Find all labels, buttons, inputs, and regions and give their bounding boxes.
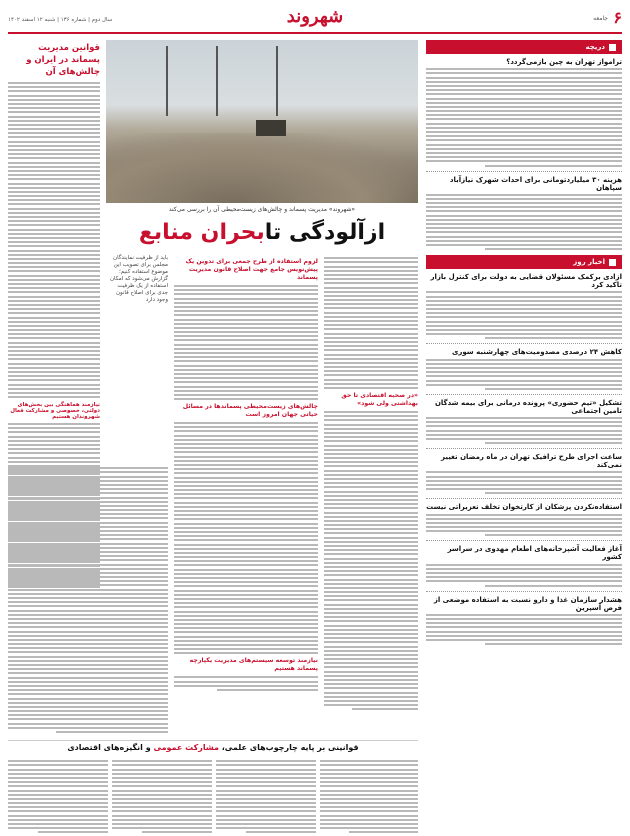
bottom-headline-red: مشارکت عمومی bbox=[153, 743, 219, 752]
body-column-lower-left bbox=[8, 465, 168, 735]
main-headline bbox=[106, 218, 418, 248]
bottom-column-1 bbox=[8, 758, 108, 836]
news-title: ازادی برکمک مسئولان قضایی به دولت برای کنترل بازار تاکید کرد bbox=[430, 273, 622, 290]
sidebar-header-news bbox=[426, 255, 622, 269]
left-column bbox=[8, 40, 100, 460]
news-title: ساعت اجرای طرح ترافیک تهران در ماه رمضان تغییر نمی‌کند bbox=[440, 453, 622, 470]
news-title: کاهش ۲۴ درصدی مصدومیت‌های چهارشنبه سوری bbox=[451, 348, 622, 357]
pull-quote: «در صحبه اقتصادی تا حق بهداشتی ولی شود» bbox=[341, 392, 418, 407]
headline-part-1: ازآلودگی تا bbox=[264, 220, 386, 245]
photo-caption: «شهروند» مدیریت پسماند و چالش‌های زیست‌محیطی آن را بررسی می‌کند bbox=[168, 206, 356, 213]
news-title: هشدار سازمان غذا و دارو نسبت به استفاده موضعی از فرص آسپرین bbox=[433, 595, 622, 612]
news-body bbox=[426, 359, 622, 390]
issue-info: سال دوم | شماره ۱۳۶ | شنبه ۱۲ اسفند ۱۴۰۲ bbox=[8, 17, 113, 23]
news-title: تشکیل «تیم حضوری» پرونده درمانی برای بیمه شدگان تامین اجتماعی bbox=[434, 398, 622, 415]
news-body bbox=[426, 291, 622, 339]
newspaper-logo: شهروند bbox=[286, 6, 344, 27]
pull-quote: چالش‌های زیست‌محیطی پسماندها در مسائل حیاتی جهان امروز است bbox=[182, 403, 318, 419]
pull-quote: نیازمند توسعه سیستم‌های مدیریت یکپارچه پسماند هستیم bbox=[189, 657, 318, 673]
page-number: ۶ bbox=[613, 8, 622, 27]
body-column-right bbox=[324, 255, 418, 713]
headline-part-2: بحران منابع bbox=[138, 220, 265, 245]
sidebar-item-title: ترامواز تهران به چین بازمی‌گردد؟ bbox=[506, 58, 622, 66]
bottom-column-4 bbox=[320, 758, 418, 836]
landfill-photo bbox=[106, 40, 418, 203]
bottom-column-2 bbox=[112, 758, 212, 836]
body-column-middle bbox=[174, 255, 318, 693]
bottom-headline-part-2: و انگیزه‌های اقتصادی bbox=[67, 743, 154, 752]
left-column-body bbox=[8, 82, 100, 398]
sidebar-header-label: اخبار روز bbox=[573, 258, 605, 267]
sidebar-header-label: دریچه bbox=[585, 43, 605, 51]
main-article bbox=[8, 40, 418, 812]
news-title: آغاز فعالیت آشپزخانه‌های اطعام مهدوی در سراسر کشور bbox=[447, 545, 622, 562]
pull-quote: لزوم استفاده از طرح جمعی برای تدوین یک پیش‌نویس جامع جهت اصلاح قانون مدیریت پسماند bbox=[185, 258, 318, 281]
sidebar-item-body bbox=[426, 194, 622, 250]
section-title: جامعه bbox=[593, 15, 608, 22]
sidebar-item-title: هزینه ۳۰ میلیاردتومانی برای احداث شهرک نیازآباد سپاهان bbox=[449, 175, 622, 192]
left-column-title: قوانین مدیریت پسماند در ایران و چالش‌های آن bbox=[26, 43, 100, 77]
news-body bbox=[426, 417, 622, 444]
news-body bbox=[426, 614, 622, 645]
masthead bbox=[8, 6, 622, 34]
news-body bbox=[426, 514, 622, 537]
square-icon bbox=[609, 259, 616, 266]
square-icon bbox=[609, 44, 616, 51]
news-body bbox=[426, 471, 622, 494]
news-body bbox=[426, 564, 622, 587]
bottom-headline bbox=[8, 740, 418, 757]
sidebar-item-body bbox=[426, 68, 622, 166]
side-quote: باید از ظرفیت نمایندگان مجلس برای تصویب این موضوع استفاده کنیم؛ گزارش می‌شود که امکان استفاده از یک ظرفیت جدی برای اصلاح قانون وجود دارد bbox=[109, 255, 168, 303]
sidebar-header-window bbox=[426, 40, 622, 54]
sidebar bbox=[426, 40, 622, 812]
left-column-subhead: نیازمند هماهنگی بین بخش‌های دولتی، خصوصی و مشارکت فعال شهروندان هستیم bbox=[10, 402, 100, 421]
bottom-column-3 bbox=[216, 758, 316, 836]
bottom-headline-part-1: قوانینی بر پایه چارچوب‌های علمی، bbox=[218, 743, 359, 752]
news-title: استفاده‌نکردن پزشکان از کارتخوان تخلف تعزیراتی نیست bbox=[426, 503, 622, 512]
bulldozer-shape bbox=[256, 120, 286, 136]
